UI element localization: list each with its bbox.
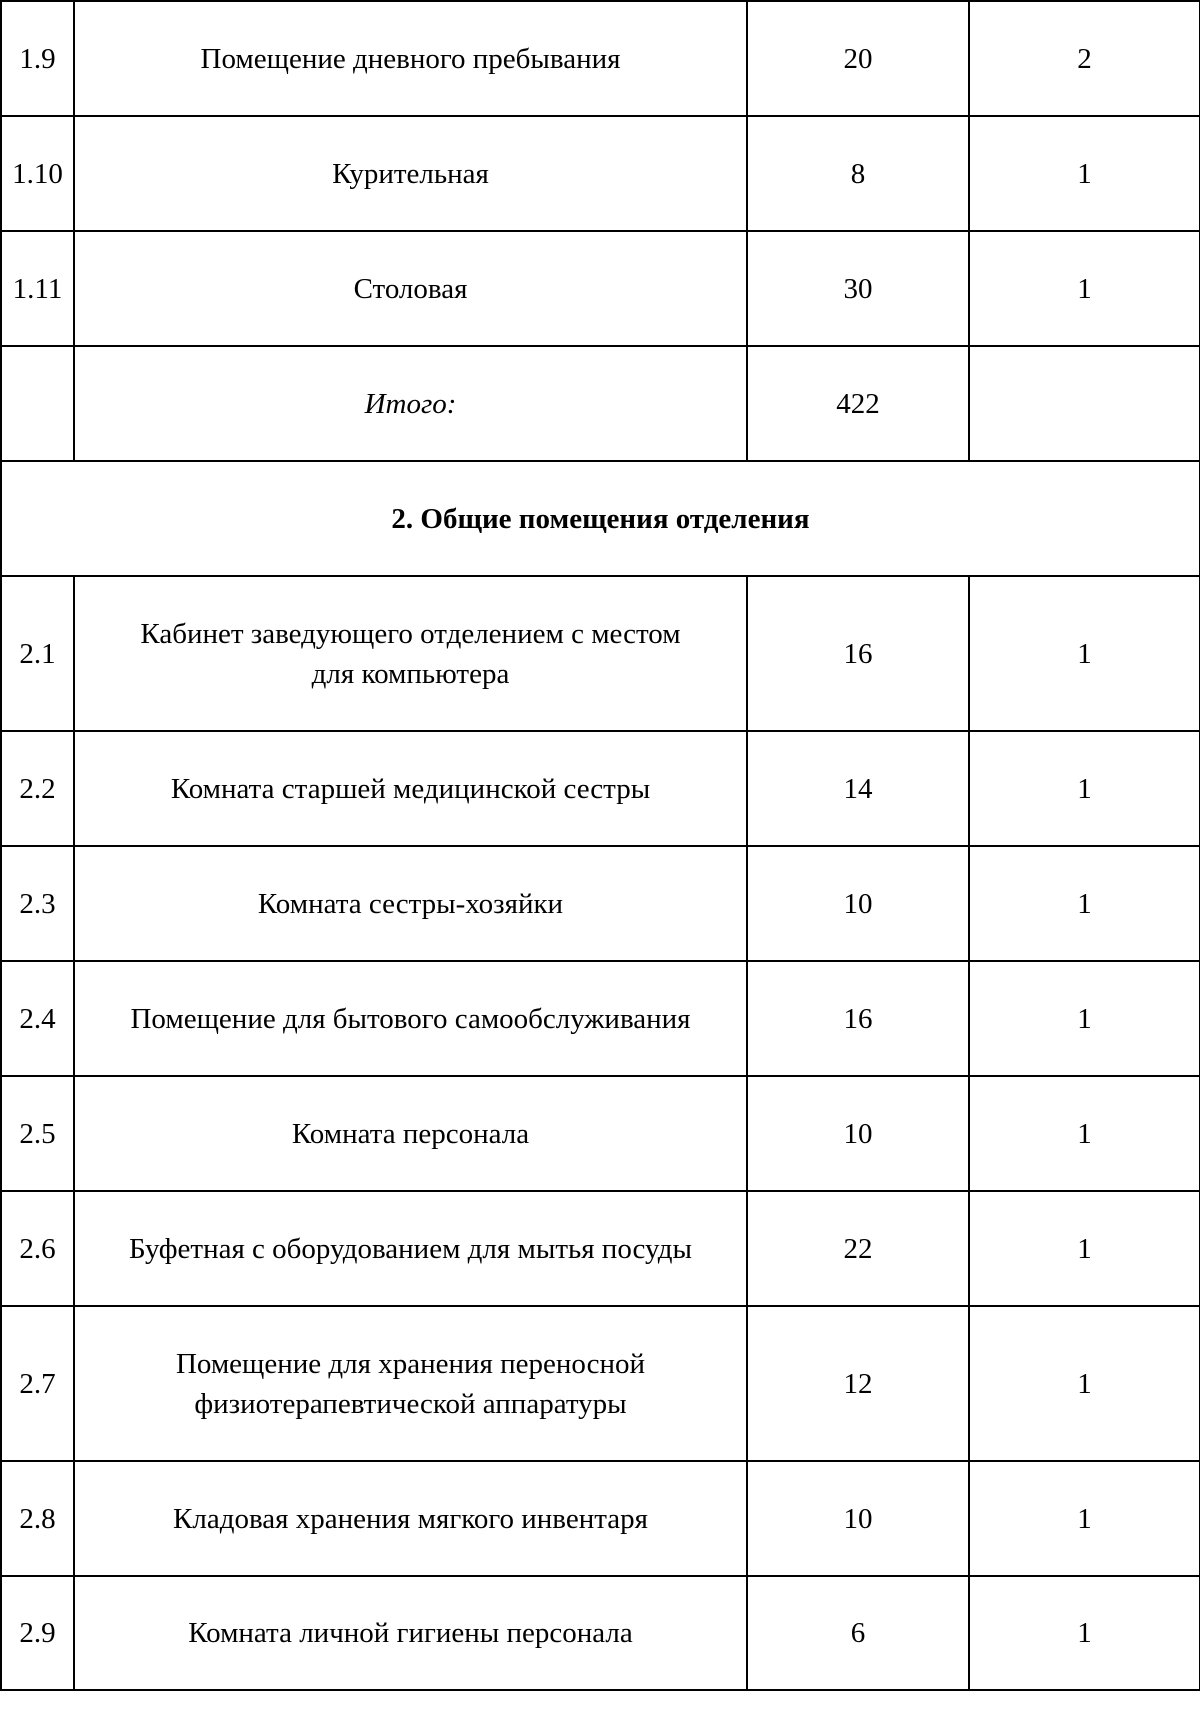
room-count: 1 [969, 576, 1200, 731]
row-number [1, 346, 74, 461]
row-number: 1.11 [1, 231, 74, 346]
room-count: 1 [969, 231, 1200, 346]
row-number: 2.6 [1, 1191, 74, 1306]
room-area: 8 [747, 116, 969, 231]
room-name-line: Кабинет заведующего отделением с местом [140, 617, 681, 650]
room-count: 1 [969, 961, 1200, 1076]
room-name [74, 1306, 747, 1461]
row-number: 2.1 [1, 576, 74, 731]
table-row [1, 1576, 1200, 1690]
room-count: 1 [969, 1576, 1200, 1690]
room-area: 10 [747, 1076, 969, 1191]
room-name-line: для компьютера [311, 657, 510, 690]
room-area: 12 [747, 1306, 969, 1461]
room-name-line: Помещение для хранения переносной [175, 1347, 646, 1380]
room-name: Помещение дневного пребывания [74, 1, 747, 116]
room-name: Комната сестры-хозяйки [74, 846, 747, 961]
row-number: 2.3 [1, 846, 74, 961]
row-number: 2.9 [1, 1576, 74, 1690]
room-count [969, 346, 1200, 461]
room-area: 10 [747, 1461, 969, 1576]
room-area: 16 [747, 961, 969, 1076]
table-row [1, 846, 1200, 961]
room-area: 22 [747, 1191, 969, 1306]
room-count: 1 [969, 1076, 1200, 1191]
section-title: 2. Общие помещения отделения [1, 461, 1200, 576]
room-count: 1 [969, 1191, 1200, 1306]
subtotal-row [1, 346, 1200, 461]
table-row [1, 576, 1200, 731]
room-count: 1 [969, 846, 1200, 961]
row-number: 2.8 [1, 1461, 74, 1576]
room-area: 16 [747, 576, 969, 731]
room-area: 30 [747, 231, 969, 346]
room-name: Комната личной гигиены персонала [74, 1576, 747, 1690]
room-name-line: физиотерапевтической аппаратуры [194, 1387, 627, 1420]
table-row [1, 1076, 1200, 1191]
row-number: 2.7 [1, 1306, 74, 1461]
row-number: 1.9 [1, 1, 74, 116]
room-count: 1 [969, 1306, 1200, 1461]
table-row [1, 231, 1200, 346]
room-name: Кладовая хранения мягкого инвентаря [74, 1461, 747, 1576]
row-number: 2.5 [1, 1076, 74, 1191]
table-row [1, 1461, 1200, 1576]
room-name: Комната старшей медицинской сестры [74, 731, 747, 846]
room-name: Комната персонала [74, 1076, 747, 1191]
table-row [1, 1, 1200, 116]
room-area: 20 [747, 1, 969, 116]
row-number: 2.4 [1, 961, 74, 1076]
room-name [74, 576, 747, 731]
room-area: 10 [747, 846, 969, 961]
table-row [1, 731, 1200, 846]
room-area: 14 [747, 731, 969, 846]
room-name: Буфетная с оборудованием для мытья посуды [74, 1191, 747, 1306]
section-header-row [1, 461, 1200, 576]
table-row [1, 1306, 1200, 1461]
subtotal-value: 422 [747, 346, 969, 461]
room-count: 1 [969, 116, 1200, 231]
row-number: 1.10 [1, 116, 74, 231]
room-count: 2 [969, 1, 1200, 116]
table-row [1, 1191, 1200, 1306]
room-count: 1 [969, 1461, 1200, 1576]
room-name: Столовая [74, 231, 747, 346]
room-area: 6 [747, 1576, 969, 1690]
room-count: 1 [969, 731, 1200, 846]
room-name: Курительная [74, 116, 747, 231]
table-row [1, 116, 1200, 231]
row-number: 2.2 [1, 731, 74, 846]
table-row [1, 961, 1200, 1076]
room-name: Помещение для бытового самообслуживания [74, 961, 747, 1076]
subtotal-label: Итого: [74, 346, 747, 461]
